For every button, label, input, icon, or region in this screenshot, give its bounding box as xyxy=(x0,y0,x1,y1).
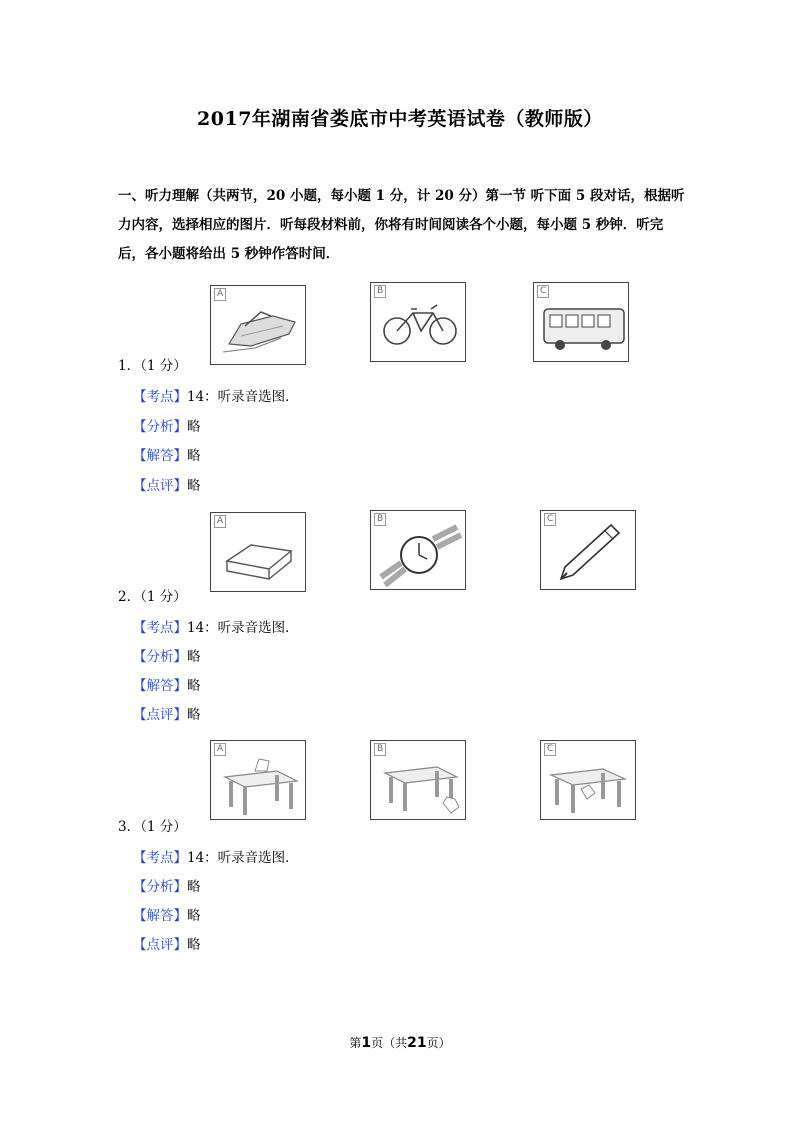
bus-icon xyxy=(534,283,630,363)
dianping-tag: 【点评】 xyxy=(133,707,187,723)
option-c-image xyxy=(540,740,636,820)
option-a-image xyxy=(210,285,306,365)
fenxi-row xyxy=(133,877,201,897)
question-number: 2．（1 分） xyxy=(118,589,187,605)
option-a-image xyxy=(210,740,306,820)
option-label: B xyxy=(374,513,386,526)
option-c-image xyxy=(540,510,636,590)
eraser-icon xyxy=(211,513,307,593)
dianping-row xyxy=(133,935,201,955)
fenxi-row xyxy=(133,647,201,667)
question-number: 1．（1 分） xyxy=(118,358,187,374)
kaodian-row xyxy=(133,387,299,407)
option-label: C xyxy=(537,285,549,298)
bicycle-icon xyxy=(371,283,467,363)
table-icon xyxy=(541,741,637,821)
jet-ski-icon xyxy=(211,286,307,366)
footer-mid: 页（共 xyxy=(371,1036,408,1050)
dianping-text: 略 xyxy=(187,707,201,723)
kaodian-tag: 【考点】 xyxy=(133,850,187,866)
fenxi-text: 略 xyxy=(187,879,201,895)
jieda-row xyxy=(133,446,201,466)
option-label: A xyxy=(214,515,226,528)
dianping-row xyxy=(133,476,201,496)
kaodian-text: 14：听录音选图． xyxy=(187,389,299,405)
kaodian-row xyxy=(133,618,299,638)
page-title: 2017年湖南省娄底市中考英语试卷（教师版） xyxy=(197,108,603,130)
footer-total-pages: 21 xyxy=(407,1035,427,1051)
kaodian-row xyxy=(133,848,299,868)
option-b-image xyxy=(370,510,466,590)
option-a-image xyxy=(210,512,306,592)
option-c-image xyxy=(533,282,629,362)
option-label: B xyxy=(374,285,386,298)
option-label: A xyxy=(214,743,226,756)
dianping-tag: 【点评】 xyxy=(133,937,187,953)
jieda-row xyxy=(133,676,201,696)
kaodian-text: 14：听录音选图． xyxy=(187,620,299,636)
fenxi-text: 略 xyxy=(187,419,201,435)
jieda-text: 略 xyxy=(187,448,201,464)
dianping-tag: 【点评】 xyxy=(133,478,187,494)
kaodian-tag: 【考点】 xyxy=(133,620,187,636)
footer-suffix: 页） xyxy=(426,1036,451,1050)
fenxi-tag: 【分析】 xyxy=(133,419,187,435)
jieda-row xyxy=(133,906,201,926)
option-label: C xyxy=(544,743,556,756)
jieda-tag: 【解答】 xyxy=(133,908,187,924)
option-b-image xyxy=(370,740,466,820)
kaodian-text: 14：听录音选图． xyxy=(187,850,299,866)
jieda-text: 略 xyxy=(187,908,201,924)
kaodian-tag: 【考点】 xyxy=(133,389,187,405)
section-instructions: 一、听力理解（共两节，20 小题，每小题 1 分，计 20 分）第一节 听下面 5 段对话，根据听力内容，选择相应的图片．听每段材料前，你将有时间阅读各个小题，每小题 5 秒钟．听完后，各小题将给出 5 秒钟作答时间． xyxy=(118,188,685,262)
option-label: A xyxy=(214,288,226,301)
jieda-tag: 【解答】 xyxy=(133,678,187,694)
footer-prefix: 第 xyxy=(349,1036,362,1050)
jieda-tag: 【解答】 xyxy=(133,448,187,464)
option-label: B xyxy=(374,743,386,756)
pencil-icon xyxy=(541,511,637,591)
jieda-text: 略 xyxy=(187,678,201,694)
question-number: 3．（1 分） xyxy=(118,819,187,835)
table-icon xyxy=(211,741,307,821)
fenxi-tag: 【分析】 xyxy=(133,649,187,665)
dianping-text: 略 xyxy=(187,478,201,494)
dianping-row xyxy=(133,705,201,725)
option-label: C xyxy=(544,513,556,526)
table-icon xyxy=(371,741,467,821)
option-b-image xyxy=(370,282,466,362)
fenxi-tag: 【分析】 xyxy=(133,879,187,895)
fenxi-text: 略 xyxy=(187,649,201,665)
page-footer xyxy=(0,1034,800,1051)
fenxi-row xyxy=(133,417,201,437)
footer-page-number: 1 xyxy=(361,1035,372,1051)
dianping-text: 略 xyxy=(187,937,201,953)
watch-icon xyxy=(371,511,467,591)
